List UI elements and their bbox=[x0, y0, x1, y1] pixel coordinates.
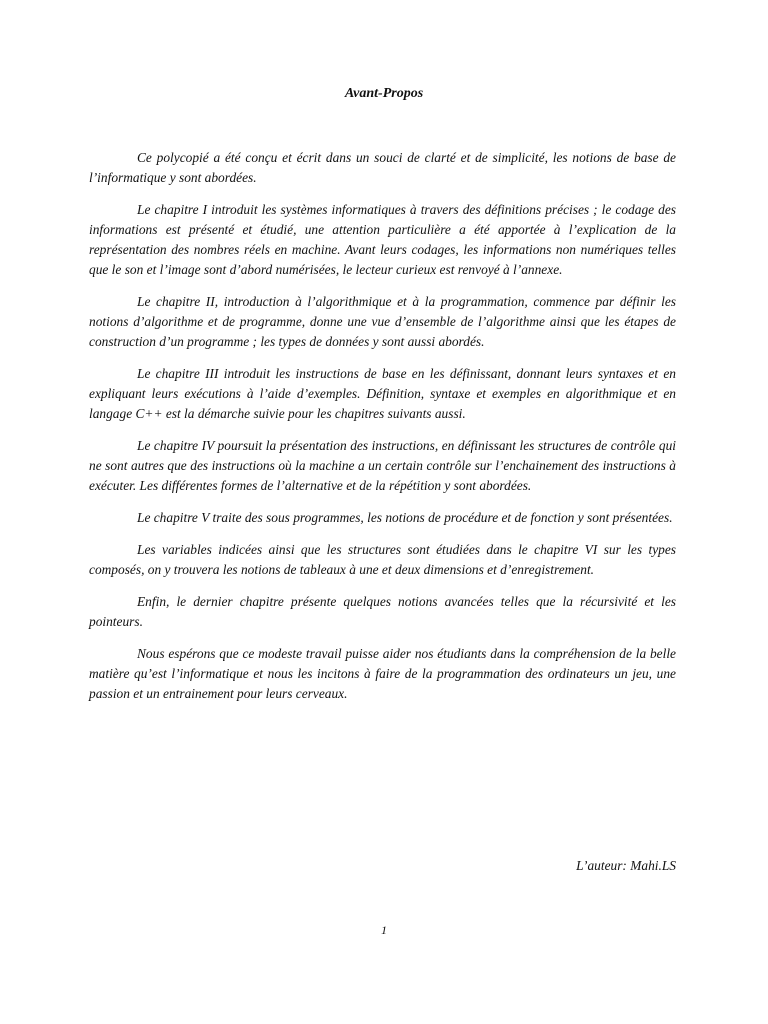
paragraph-last-chapter: Enfin, le dernier chapitre présente quelques notions avancées telles que la récursivité et les pointeurs. bbox=[89, 594, 676, 629]
paragraph-chapter-1: Le chapitre I introduit les systèmes informatiques à travers des définitions précises ; le codage des informations est présenté et étudié, une attention particulière a été apportée à l’explication de la représentation des nombres réels en machine. Avant leurs codages, les informations non numériques telles que le son et l’image sont d’abord numérisées, le lecteur curieux est renvoyé à l’annexe. bbox=[89, 202, 676, 277]
paragraph-chapter-2: Le chapitre II, introduction à l’algorithmique et à la programmation, commence par définir les notions d’algorithme et de programme, donne une vue d’ensemble de l’algorithme ainsi que les étapes de construction d’un programme ; les types de données y sont aussi abordés. bbox=[89, 294, 676, 349]
paragraph-intro: Ce polycopié a été conçu et écrit dans un souci de clarté et de simplicité, les notions de base de l’informatique y sont abordées. bbox=[89, 150, 676, 185]
page-number: 1 bbox=[381, 923, 387, 937]
paragraph-chapter-3: Le chapitre III introduit les instructions de base en les définissant, donnant leurs syntaxes et en expliquant leurs exécutions à l’aide d’exemples. Définition, syntaxe et exemples en algorithmique et en langage C++ est la démarche suivie pour les chapitres suivants aussi. bbox=[89, 366, 676, 421]
paragraph-chapter-6: Les variables indicées ainsi que les structures sont étudiées dans le chapitre VI sur les types composés, on y trouvera les notions de tableaux à une et deux dimensions et d’enregistrement. bbox=[89, 542, 676, 577]
paragraph-closing: Nous espérons que ce modeste travail puisse aider nos étudiants dans la compréhension de la belle matière qu’est l’informatique et nous les incitons à faire de la programmation des ordinateurs un jeu, une passion et un entrainement pour leurs cerveaux. bbox=[89, 646, 676, 701]
paragraph-chapter-5: Le chapitre V traite des sous programmes, les notions de procédure et de fonction y sont présentées. bbox=[137, 510, 673, 525]
page-title: Avant-Propos bbox=[344, 86, 424, 101]
author-signature: L’auteur: Mahi.LS bbox=[576, 858, 676, 873]
foreword-body bbox=[89, 148, 676, 716]
paragraph-chapter-4: Le chapitre IV poursuit la présentation des instructions, en définissant les structures de contrôle qui ne sont autres que des instructions où la machine a un certain contrôle sur l’enchainement des instructions à exécuter. Les différentes formes de l’alternative et de la répétition y sont abordées. bbox=[89, 438, 676, 493]
